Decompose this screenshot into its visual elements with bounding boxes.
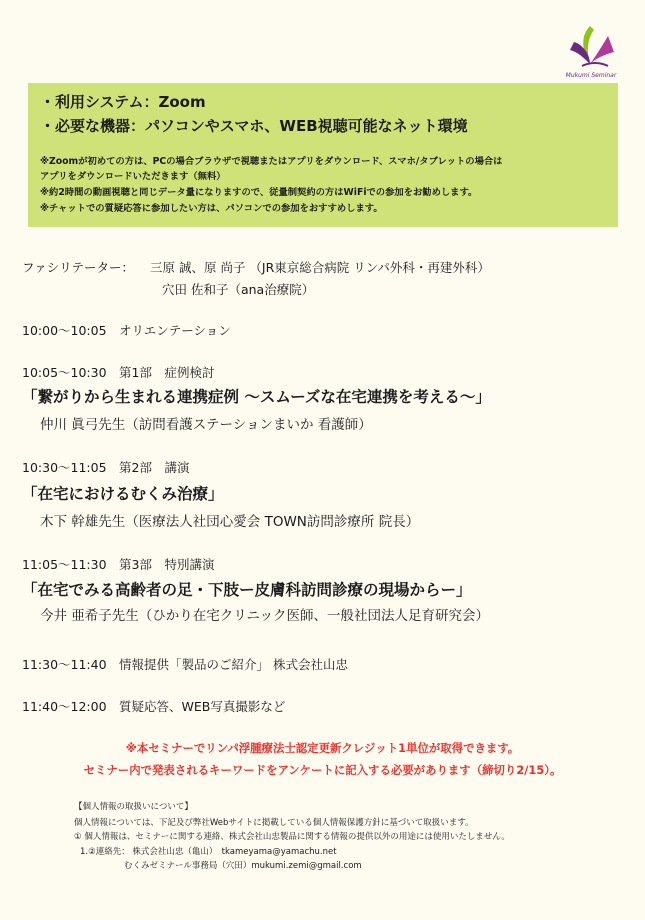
privacy-line: ① 個人情報は、セミナーに関する連絡、株式会社山忠製品に関する情報の提供以外の用途には使用いたしません。 [74,832,510,842]
requirements-box [28,83,618,227]
privacy-line: 個人情報については、下記及び弊社Webサイトに掲載している個人情報保護方針に基づいて取扱います。 [74,818,474,828]
facilitator-line: 三原 誠、原 尚子 （JR東京総合病院 リンパ外科・再建外科） [150,260,490,275]
note-line: ※チャットでの質疑応答に参加したい方は、パソコンでの参加をおすすめします。 [40,203,383,214]
part2-speaker: 木下 幹雄先生（医療法人社団心愛会 TOWN訪問診療所 院長） [40,514,420,530]
mukumi-seminar-logo [560,22,622,78]
credit-notice: ※本セミナーでリンパ浮腫療法士認定更新クレジット1単位が取得できます。 [125,741,520,755]
part2-header: 10:30～11:05 第2部 講演 [22,460,190,475]
keyword-notice: セミナー内で発表されるキーワードをアンケートに記入する必要があります（締切り2/15）。 [83,763,562,777]
facilitator-label: ファシリテーター： [22,260,135,275]
contact-line: むくみゼミナール事務局（穴田）mukumi.zemi@gmail.com [124,861,362,871]
facilitator-line: 穴田 佐和子（ana治療院） [162,282,315,297]
note-line: ※Zoomが初めての方は、PCの場合ブラウザで視聴またはアプリをダウンロード、スマホ/タブレットの場合は [40,156,503,167]
qa-line: 11:40～12:00 質疑応答、WEB写真撮影など [22,699,286,714]
contact-line: 1.②連絡先： 株式会社山忠（亀山） tkameyama@yamachu.net [80,847,337,857]
privacy-heading: 【個人情報の取扱いについて】 [74,802,193,812]
note-line: ※約2時間の動画視聴と同じデータ量になりますので、従量制契約の方はWiFiでの参加をお勧めします。 [40,187,478,198]
devices-line: ・必要な機器：パソコンやスマホ、WEB視聴可能なネット環境 [40,117,468,135]
part1-header: 10:05～10:30 第1部 症例検討 [22,365,215,380]
logo-caption: Mukumi Seminar [565,72,617,79]
part1-speaker: 仲川 眞弓先生（訪問看護ステーションまいか 看護師） [40,417,372,433]
system-line: ・利用システム：Zoom [40,93,206,111]
part3-header: 11:05～11:30 第3部 特別講演 [22,557,215,572]
part2-title: 「在宅におけるむくみ治療」 [22,485,224,503]
part3-title: 「在宅でみる高齢者の足・下肢ー皮膚科訪問診療の現場からー」 [22,581,472,599]
part1-title: 「繋がりから生まれる連携症例 ～スムーズな在宅連携を考える～」 [22,388,491,406]
part3-speaker: 今井 亜希子先生（ひかり在宅クリニック医師、一般社団法人足育研究会） [40,608,489,624]
orientation-line: 10:00～10:05 オリエンテーション [22,323,231,338]
note-line: アプリをダウンロードいただきます（無料） [40,171,226,182]
info-line: 11:30～11:40 情報提供「製品のご紹介」 株式会社山忠 [22,657,349,672]
